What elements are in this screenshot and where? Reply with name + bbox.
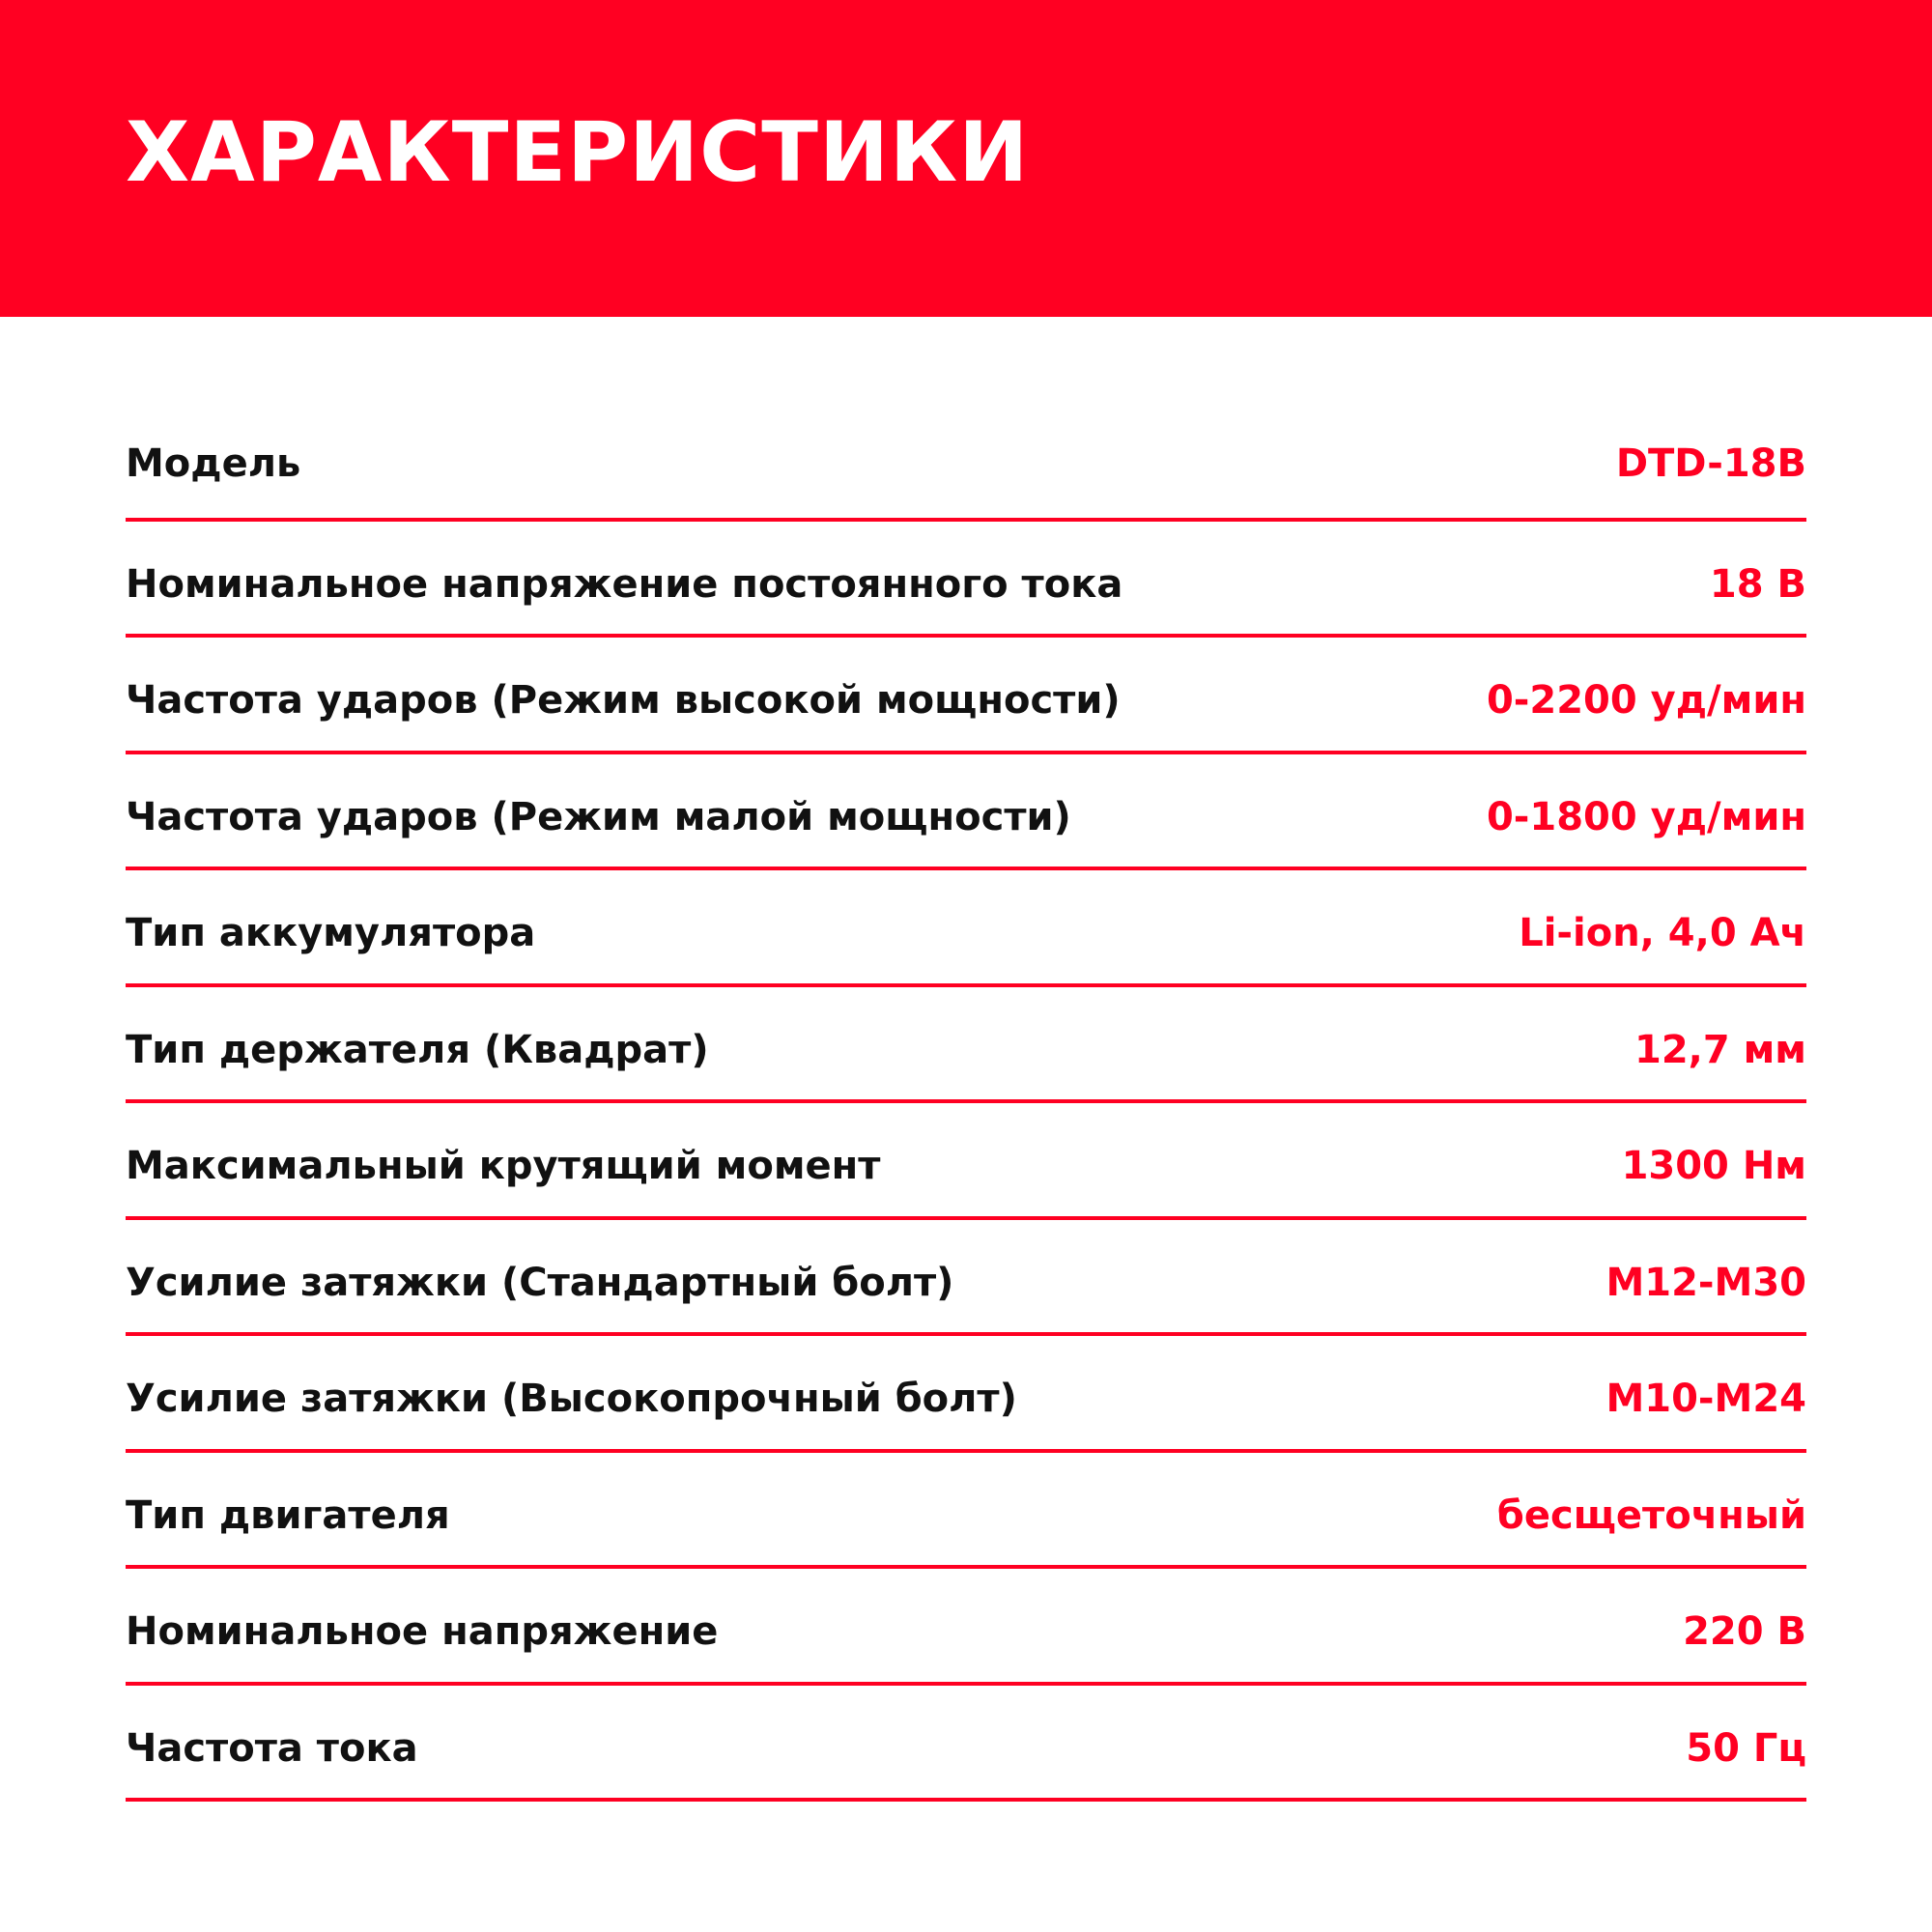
spec-label: Максимальный крутящий момент [126, 1144, 881, 1188]
spec-row-tightening-standard [126, 1220, 1806, 1337]
spec-row-dc-voltage [126, 522, 1806, 639]
spec-value: Li-ion, 4,0 Ач [1519, 911, 1806, 955]
spec-value: 50 Гц [1686, 1725, 1806, 1771]
spec-label: Усилие затяжки (Стандартный болт) [126, 1260, 954, 1305]
spec-label: Номинальное напряжение [126, 1609, 719, 1654]
spec-label: Тип двигателя [126, 1492, 450, 1538]
spec-value: М12-М30 [1605, 1260, 1806, 1305]
spec-value: 220 В [1683, 1609, 1806, 1654]
spec-row-impact-rate-high [126, 638, 1806, 754]
specs-table [126, 401, 1806, 1802]
spec-label: Частота ударов (Режим высокой мощности) [126, 678, 1121, 723]
spec-row-motor-type [126, 1453, 1806, 1570]
spec-label: Усилие затяжки (Высокопрочный болт) [126, 1377, 1017, 1421]
spec-value: 0-2200 уд/мин [1486, 678, 1806, 723]
spec-value: 1300 Нм [1621, 1144, 1806, 1188]
spec-value: 12,7 мм [1634, 1027, 1806, 1072]
spec-row-max-torque [126, 1103, 1806, 1220]
spec-label: Тип держателя (Квадрат) [126, 1027, 709, 1072]
spec-row-rated-voltage [126, 1569, 1806, 1686]
spec-label: Тип аккумулятора [126, 911, 536, 955]
spec-label: Номинальное напряжение постоянного тока [126, 561, 1123, 607]
spec-value: бесщеточный [1496, 1492, 1806, 1538]
spec-row-frequency [126, 1686, 1806, 1803]
page-title: ХАРАКТЕРИСТИКИ [126, 104, 1030, 201]
spec-row-holder-type [126, 987, 1806, 1104]
spec-row-model [126, 401, 1806, 522]
spec-label: Модель [126, 441, 301, 486]
spec-value: DTD-18B [1615, 441, 1806, 486]
spec-label: Частота ударов (Режим малой мощности) [126, 794, 1071, 839]
spec-value: 18 В [1709, 561, 1806, 607]
spec-label: Частота тока [126, 1725, 418, 1771]
header-banner [0, 0, 1932, 317]
spec-row-battery-type [126, 870, 1806, 987]
spec-value: 0-1800 уд/мин [1486, 794, 1806, 839]
spec-row-tightening-high-strength [126, 1336, 1806, 1453]
spec-row-impact-rate-low [126, 754, 1806, 871]
spec-value: М10-М24 [1605, 1377, 1806, 1421]
